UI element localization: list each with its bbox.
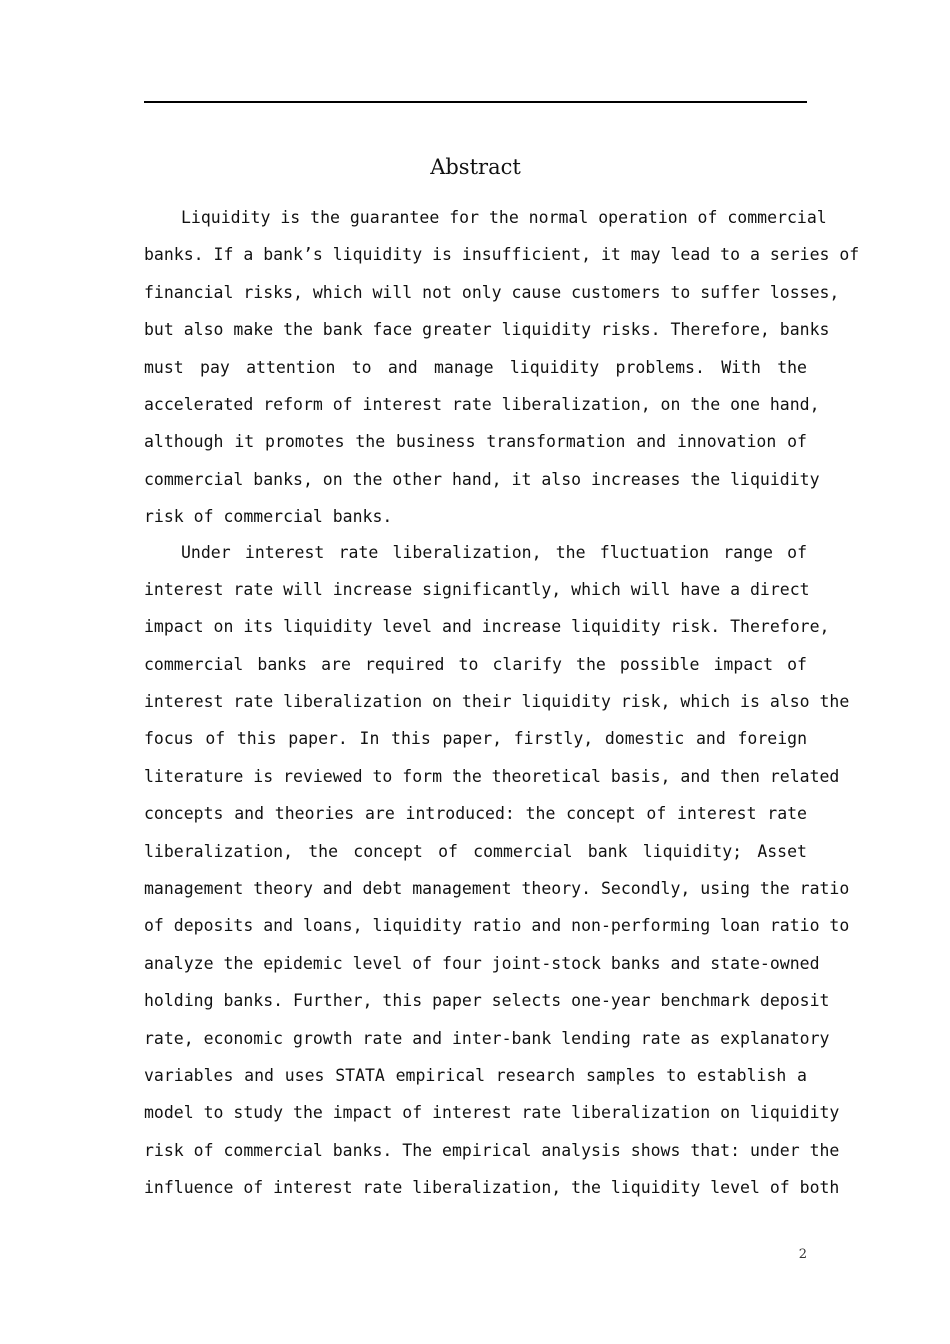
text-line: Under interest rate liberalization, the fluctuation range of bbox=[181, 542, 807, 562]
header-rule bbox=[144, 101, 807, 103]
text-line: risk of commercial banks. The empirical analysis shows that: under the bbox=[144, 1140, 840, 1160]
paragraph-1 bbox=[144, 199, 860, 536]
text-line: impact on its liquidity level and increase liquidity risk. Therefore, bbox=[144, 617, 830, 637]
text-line: influence of interest rate liberalization, the liquidity level of both bbox=[144, 1178, 840, 1198]
text-line: commercial banks are required to clarify the possible impact of bbox=[144, 654, 807, 674]
text-line: liberalization, the concept of commercial bank liquidity; Asset bbox=[144, 841, 807, 861]
text-line: rate, economic growth rate and inter-bank lending rate as explanatory bbox=[144, 1028, 830, 1048]
text-line: interest rate liberalization on their liquidity risk, which is also the bbox=[144, 692, 850, 712]
text-line: focus of this paper. In this paper, firstly, domestic and foreign bbox=[144, 729, 807, 749]
text-line: model to study the impact of interest rate liberalization on liquidity bbox=[144, 1103, 840, 1123]
text-line: commercial banks, on the other hand, it also increases the liquidity bbox=[144, 469, 820, 489]
text-line: management theory and debt management theory. Secondly, using the ratio bbox=[144, 879, 850, 899]
text-line: of deposits and loans, liquidity ratio and non-performing loan ratio to bbox=[144, 916, 850, 936]
text-line: holding banks. Further, this paper selects one-year benchmark deposit bbox=[144, 991, 830, 1011]
text-line: Liquidity is the guarantee for the normal operation of commercial bbox=[181, 208, 827, 227]
text-line: banks. If a bank’s liquidity is insufficient, it may lead to a series of bbox=[144, 245, 860, 265]
text-line: financial risks, which will not only cause customers to suffer losses, bbox=[144, 282, 840, 302]
abstract-body bbox=[144, 199, 860, 1207]
page-number: 2 bbox=[798, 1247, 807, 1262]
text-line: interest rate will increase significantly, which will have a direct bbox=[144, 579, 810, 599]
paragraph-2 bbox=[144, 534, 850, 1207]
text-line: variables and uses STATA empirical research samples to establish a bbox=[144, 1065, 807, 1085]
text-line: analyze the epidemic level of four joint-stock banks and state-owned bbox=[144, 953, 820, 973]
text-line: concepts and theories are introduced: the concept of interest rate bbox=[144, 804, 807, 824]
text-line: accelerated reform of interest rate liberalization, on the one hand, bbox=[144, 394, 820, 414]
text-line: although it promotes the business transformation and innovation of bbox=[144, 432, 807, 452]
text-line: must pay attention to and manage liquidity problems. With the bbox=[144, 357, 807, 377]
text-line: but also make the bank face greater liquidity risks. Therefore, banks bbox=[144, 320, 830, 340]
page-title: Abstract bbox=[430, 155, 521, 179]
text-line: risk of commercial banks. bbox=[144, 507, 393, 527]
text-line: literature is reviewed to form the theoretical basis, and then related bbox=[144, 766, 840, 786]
